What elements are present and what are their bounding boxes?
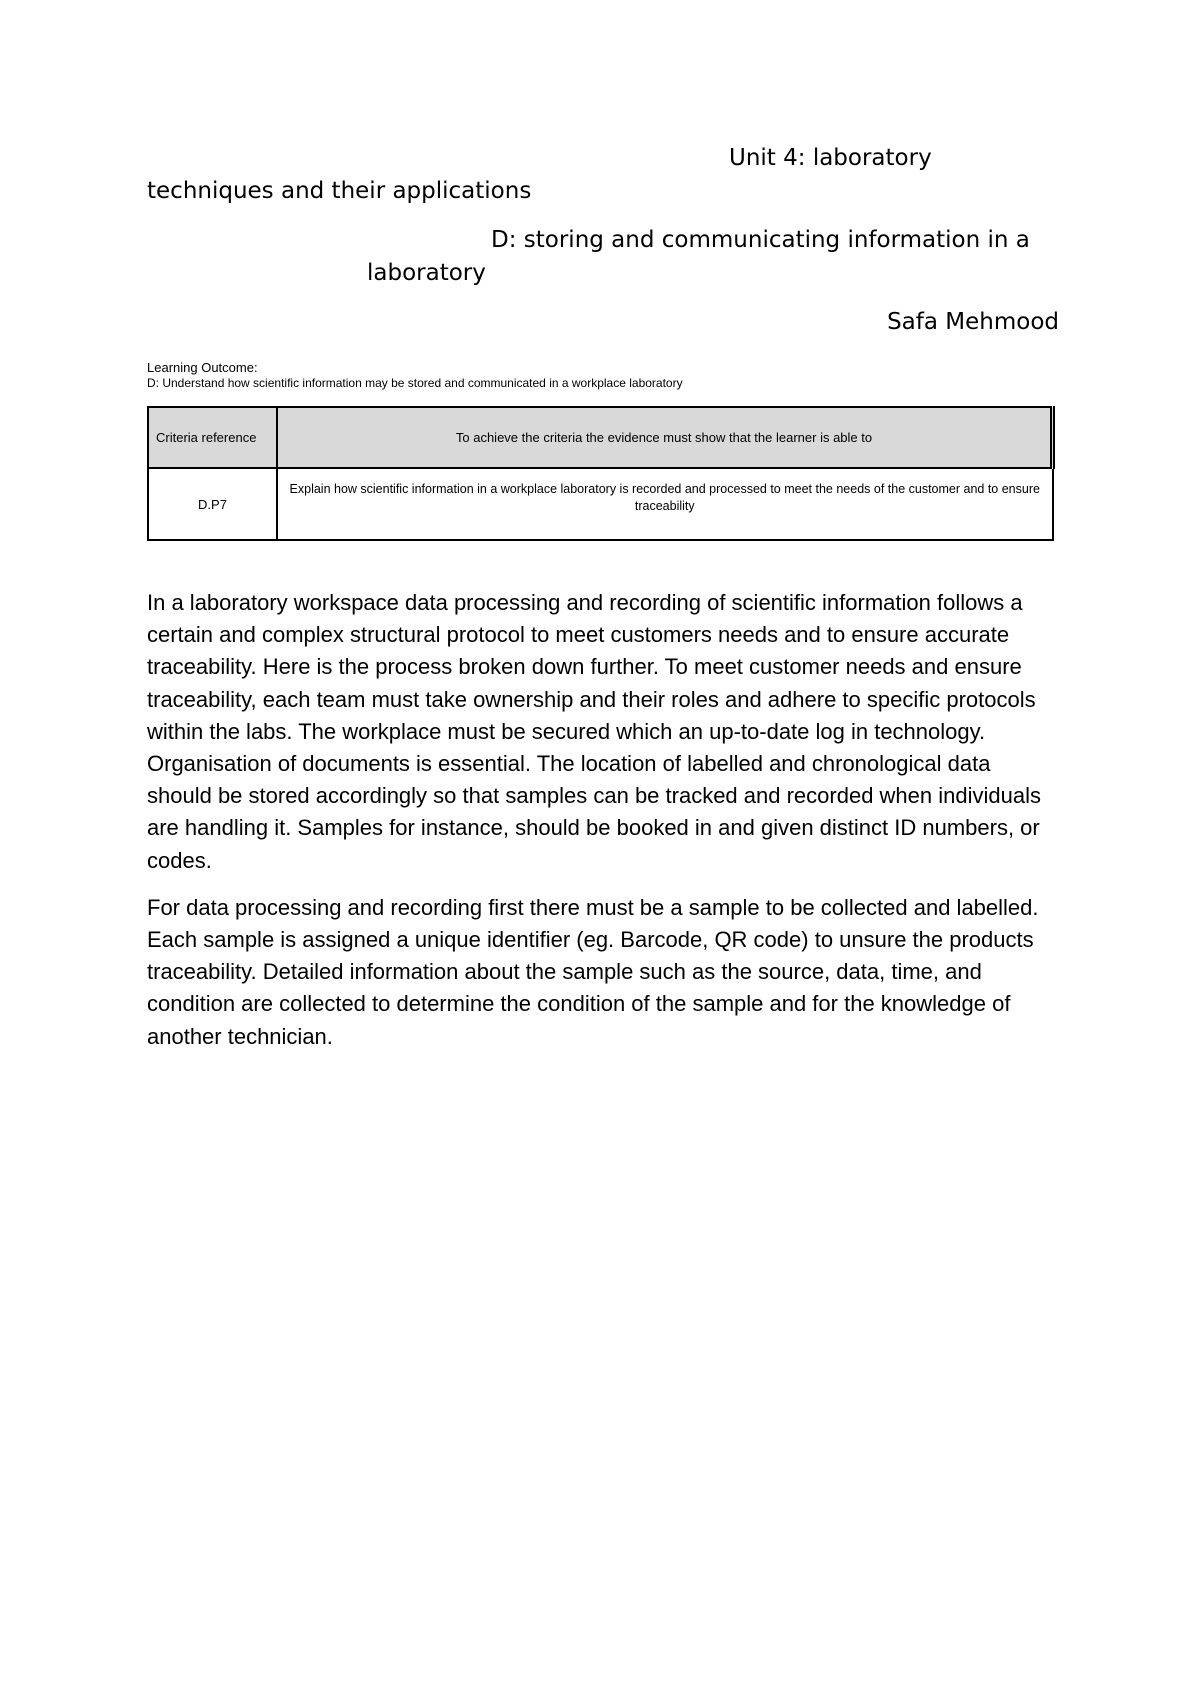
criteria-description-header: To achieve the criteria the evidence must show that the learner is able to [277, 407, 1053, 468]
criteria-description-cell: Explain how scientific information in a workplace laboratory is recorded and processed to meet the needs of the customer and to ensure traceability [277, 468, 1053, 540]
document-title-line-1: Unit 4: laboratory [729, 145, 932, 171]
learning-outcome-text: D: Understand how scientific information may be stored and communicated in a workplace laboratory [147, 376, 683, 390]
author-name: Safa Mehmood [887, 309, 1059, 335]
body-paragraph-1: In a laboratory workspace data processing and recording of scientific information follows a certain and complex structural protocol to meet customers needs and to ensure accurate traceability. Here is the process broken down further. To meet customer needs and ensure traceability, each team must take ownership and their roles and adhere to specific protocols within the labs. The workplace must be secured which an up-to-date log in technology. Organisation of documents is essential. The location of labelled and chronological data should be stored accordingly so that samples can be tracked and recorded when individuals are handling it. Samples for instance, should be booked in and given distinct ID numbers, or codes. [147, 590, 1041, 873]
criteria-table [147, 406, 1055, 541]
body-paragraph-2: For data processing and recording first there must be a sample to be collected and labelled. Each sample is assigned a unique identifier (eg. Barcode, QR code) to unsure the products traceability. Detailed information about the sample such as the source, data, time, and condition are collected to determine the condition of the sample and for the knowledge of another technician. [147, 894, 1039, 1049]
document-title-line-2: techniques and their applications [147, 178, 532, 204]
criteria-reference-header: Criteria reference [148, 407, 277, 468]
body-text [147, 587, 1047, 1068]
section-title-line-1: D: storing and communicating information in a [491, 227, 1030, 253]
criteria-reference-cell: D.P7 [148, 468, 277, 540]
section-title-line-2: laboratory [367, 260, 486, 286]
criteria-table-header-row [148, 407, 1053, 468]
learning-outcome-heading: Learning Outcome: [147, 360, 258, 375]
table-row [148, 468, 1053, 540]
